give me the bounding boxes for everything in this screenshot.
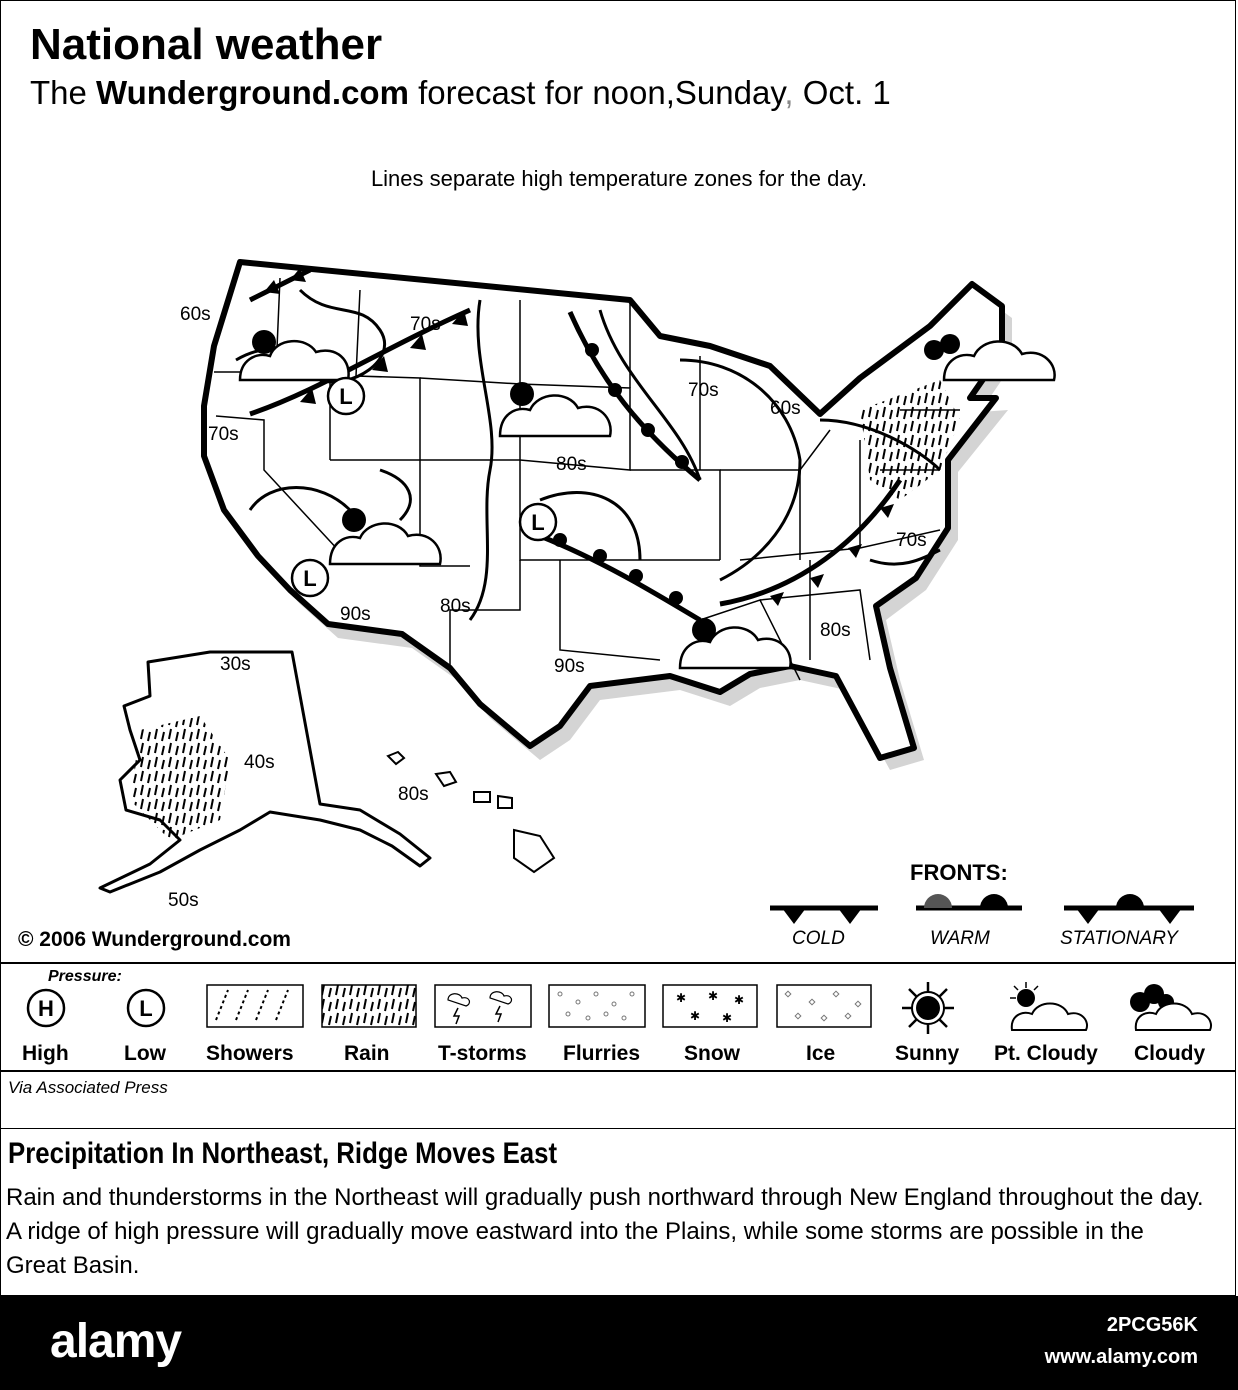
watermark-url: www.alamy.com <box>1044 1346 1198 1368</box>
photo-credit: Via Associated Press <box>8 1078 168 1097</box>
temp-label: 80s <box>556 454 587 475</box>
temp-label: 90s <box>554 656 585 677</box>
high-symbol: H <box>38 996 54 1021</box>
map-note: Lines separate high temperature zones for the day. <box>370 166 868 191</box>
temp-label: 70s <box>896 530 927 551</box>
watermark-band <box>0 1296 1238 1390</box>
watermark-logo: alamy <box>50 1315 182 1368</box>
story-body: Rain and thunderstorms in the Northeast will gradually push northward through New England throughout the day. A ridge of high pressure will gradually move eastward into the Plains, while some storms are possible in the Great Basin. <box>6 1184 1204 1279</box>
temp-label: 50s <box>168 890 199 911</box>
temp-label: 60s <box>180 304 211 325</box>
page-subtitle <box>30 74 891 112</box>
temp-label: 70s <box>410 314 441 335</box>
temp-label: 70s <box>208 424 239 445</box>
temp-label: 70s <box>688 380 719 401</box>
temp-label: 40s <box>244 752 275 773</box>
high-pressure-icon <box>24 986 68 1030</box>
showers-icon <box>206 984 304 1028</box>
fronts-key <box>760 886 1210 926</box>
temp-label: 80s <box>440 596 471 617</box>
low-pressure-icon <box>292 560 328 596</box>
legend-label-rain: Rain <box>344 1042 390 1065</box>
rain-icon <box>321 984 417 1028</box>
low-symbol: L <box>139 996 153 1021</box>
subtitle-brand: Wunderground.com <box>96 74 409 111</box>
low-pressure-label: L <box>303 566 317 591</box>
temp-label: 80s <box>820 620 851 641</box>
subtitle-text: forecast for noon,Sunday <box>408 74 785 111</box>
page-title: National weather <box>30 20 383 69</box>
warm-front-icon <box>916 894 1022 908</box>
watermark-image-id: 2PCG56K <box>1106 1314 1198 1336</box>
svg-text:✱: ✱ <box>722 1011 733 1025</box>
legend-label-low: Low <box>124 1042 166 1065</box>
svg-text:✱: ✱ <box>708 989 719 1003</box>
legend-strip <box>0 962 1236 1072</box>
legend-label-high: High <box>22 1042 69 1065</box>
low-pressure-label: L <box>531 510 545 535</box>
legend-label-t-storms: T-storms <box>438 1042 527 1065</box>
legend-label-showers: Showers <box>206 1042 294 1065</box>
legend-label-sunny: Sunny <box>895 1042 960 1065</box>
legend-label-flurries: Flurries <box>563 1042 641 1065</box>
low-pressure-icon <box>520 504 556 540</box>
legend-label-snow: Snow <box>684 1042 740 1065</box>
legend-label-ice: Ice <box>806 1042 836 1065</box>
subtitle-prefix: The <box>30 74 97 111</box>
temp-label: 60s <box>770 398 801 419</box>
cloudy-icon <box>1124 982 1216 1034</box>
front-label-cold: COLD <box>792 928 845 949</box>
copyright-text: © 2006 Wunderground.com <box>18 928 291 951</box>
low-pressure-icon <box>328 378 364 414</box>
forecast-story <box>0 1128 1236 1296</box>
front-label-warm: WARM <box>930 928 990 949</box>
low-pressure-icon <box>124 986 168 1030</box>
temp-label: 80s <box>398 784 429 805</box>
fronts-title: FRONTS: <box>910 860 1008 885</box>
partly-cloudy-icon <box>1004 980 1090 1036</box>
weather-map <box>0 200 1238 911</box>
pressure-label: Pressure: <box>48 968 122 985</box>
t-storms-icon <box>434 984 532 1028</box>
snow-icon <box>662 984 758 1028</box>
flurries-icon <box>548 984 646 1028</box>
stationary-front-icon <box>1064 894 1194 924</box>
sun-icon <box>896 978 960 1038</box>
svg-text:✱: ✱ <box>676 991 687 1005</box>
story-headline: Precipitation In Northeast, Ridge Moves East <box>8 1137 558 1170</box>
front-label-stationary: STATIONARY <box>1060 928 1178 949</box>
temp-label: 90s <box>340 604 371 625</box>
svg-text:✱: ✱ <box>690 1009 701 1023</box>
legend-label-cloudy: Cloudy <box>1134 1042 1206 1065</box>
ice-icon <box>776 984 872 1028</box>
temp-label: 30s <box>220 654 251 675</box>
cold-front-icon <box>770 908 878 924</box>
svg-text:✱: ✱ <box>734 993 745 1007</box>
legend-label-pt-cloudy: Pt. Cloudy <box>994 1042 1098 1065</box>
low-pressure-label: L <box>339 384 353 409</box>
subtitle-comma: , <box>784 74 794 111</box>
subtitle-date: Oct. 1 <box>793 74 891 111</box>
